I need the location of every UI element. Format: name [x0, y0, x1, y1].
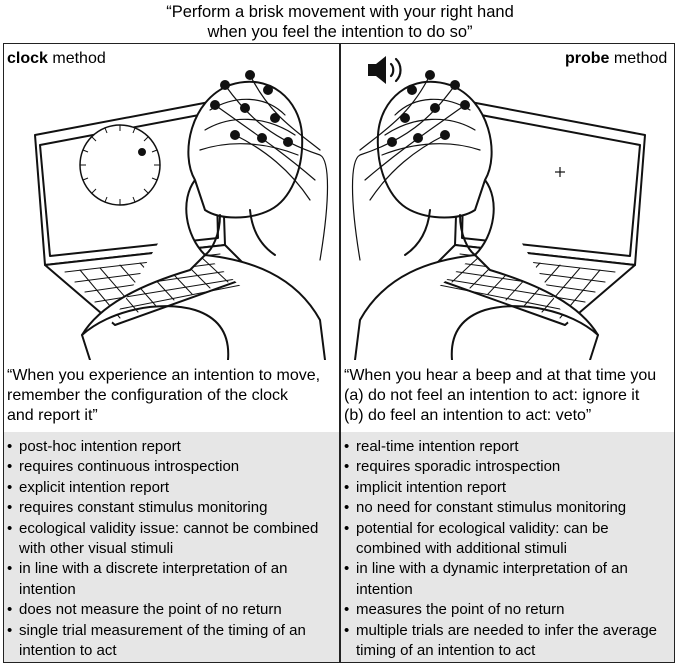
person-at-computer-with-eeg-cap-clock-icon — [20, 60, 340, 360]
list-item: • implicit intention report — [344, 478, 672, 498]
list-item: • does not measure the point of no return — [7, 600, 337, 620]
person-at-computer-with-eeg-cap-fixation-icon — [340, 60, 660, 360]
right-quote-line-3: (b) do feel an intention to act: veto” — [344, 407, 592, 424]
list-item: • no need for constant stimulus monitoring — [344, 498, 672, 518]
right-quote-line-1: “When you hear a beep and at that time you — [344, 367, 657, 384]
list-item: • in line with a dynamic interpretation of an intention — [344, 559, 672, 600]
list-item: • ecological validity issue: cannot be combined with other visual stimuli — [7, 519, 337, 560]
list-item: • requires constant stimulus monitoring — [7, 498, 337, 518]
list-item: • requires sporadic introspection — [344, 457, 672, 477]
left-method-bold: clock — [7, 50, 48, 67]
clock-face-icon — [80, 125, 160, 205]
right-quote-line-2: (a) do not feel an intention to act: ignore it — [344, 387, 640, 404]
list-item: • potential for ecological validity: can be combined with additional stimuli — [344, 519, 672, 560]
list-item: • measures the point of no return — [344, 600, 672, 620]
title-line-1: “Perform a brisk movement with your right hand — [166, 3, 514, 21]
title-line-2: when you feel the intention to do so” — [207, 23, 473, 41]
left-properties-list — [7, 437, 337, 661]
right-method-bold: probe — [565, 50, 610, 67]
list-item: • explicit intention report — [7, 478, 337, 498]
left-quote-line-1: “When you experience an intention to move, — [7, 367, 321, 384]
list-item: • requires continuous introspection — [7, 457, 337, 477]
left-method-rest: method — [47, 50, 106, 67]
left-quote-line-3: and report it” — [7, 407, 98, 424]
left-quote-line-2: remember the configuration of the clock — [7, 387, 289, 404]
figure-title — [0, 2, 680, 42]
list-item: • in line with a discrete interpretation of an intention — [7, 559, 337, 600]
list-item: • real-time intention report — [344, 437, 672, 457]
right-properties-list — [344, 437, 672, 661]
right-method-rest: method — [609, 50, 668, 67]
right-instruction-quote — [344, 366, 656, 426]
left-instruction-quote — [7, 366, 320, 426]
list-item: • multiple trials are needed to infer the average timing of an intention to act — [344, 621, 672, 662]
list-item: • single trial measurement of the timing of an intention to act — [7, 621, 337, 662]
list-item: • post-hoc intention report — [7, 437, 337, 457]
